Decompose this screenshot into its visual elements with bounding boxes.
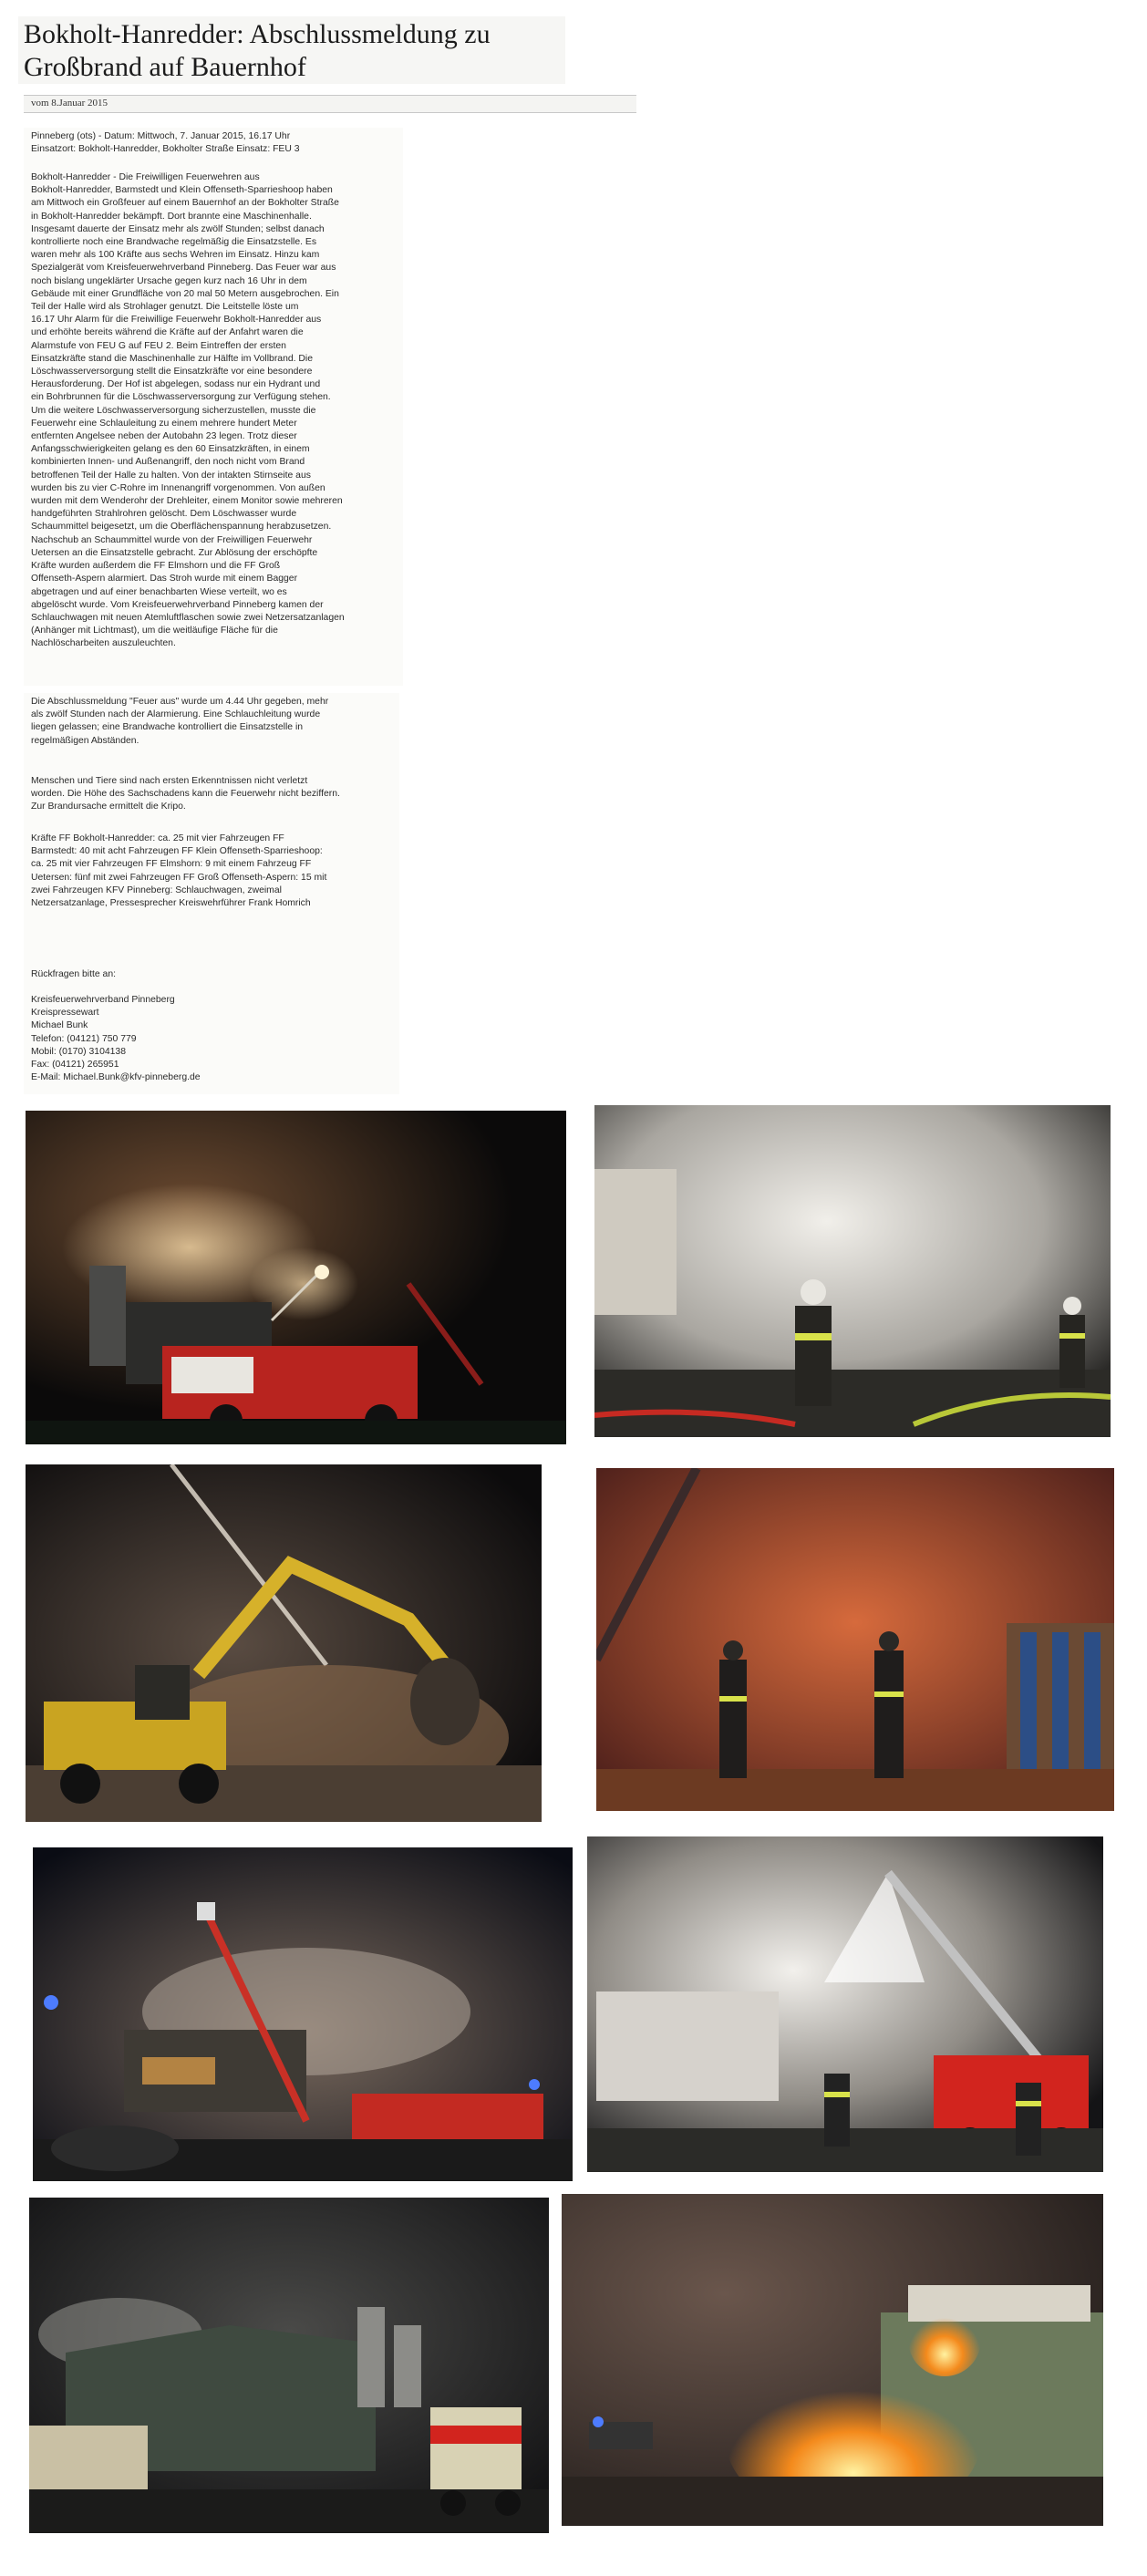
article-date: vom 8.Januar 2015 [31, 98, 108, 109]
fire-scene-photo-icon [26, 1464, 542, 1822]
fire-scene-photo-icon [594, 1105, 1111, 1437]
fire-scene-photo-icon [562, 2194, 1103, 2526]
photo-fire-truck-night [26, 1111, 566, 1444]
article-end-paragraph: Die Abschlussmeldung "Feuer aus" wurde um 4.44 Uhr gegeben, mehr als zwölf Stunden nach der Alarmierung. Eine Schlauchleitung wurde liegen gelassen; eine Brandwache kontrolliert die Einsatzstelle in regelmäßigen Abständen. [31, 697, 329, 746]
photo-barn-trucks [29, 2198, 549, 2533]
page-title: Bokholt-Hanredder: Abschlussmeldung zu Großbrand auf Bauernhof [24, 19, 491, 82]
article-main-paragraph: Bokholt-Hanredder - Die Freiwilligen Feuerwehren aus Bokholt-Hanredder, Barmstedt und Klein Offenseth-Sparrieshoop haben am Mittwoch ein Großfeuer auf einem Bauernhof an der Bokholter Straße in Bokholt-Hanredder bekämpft. Dort brannte eine Maschinenhalle. Insgesamt dauerte der Einsatz mehr als zwölf Stunden; selbst danach kontrollierte noch eine Brandwache regelmäßig die Einsatzstelle. Es waren mehr als 100 Kräfte aus sechs Wehren im Einsatz. Hinzu kam Spezialgerät vom Kreisfeuerwehrverband Pinneberg. Das Feuer war aus noch bislang ungeklärter Ursache gegen kurz nach 16 Uhr in dem Gebäude mit einer Grundfläche von 20 mal 50 Metern ausgebrochen. Ein Teil der Halle wird als Strohlager genutzt. Die Leitstelle löste um 16.17 Uhr Alarm für die Freiwillige Feuerwehr Bokholt-Hanredder aus und erhöhte bereits während die Kräfte auf der Anfahrt waren die Alarmstufe von FEU G auf FEU 2. Beim Eintreffen der ersten Einsatzkräfte stand die Maschinenhalle zur Hälfte im Vollbrand. Die Löschwasserversorgung stellt die Einsatzkräfte vor eine besondere Herausforderung. Der Hof ist abgelegen, sodass nur ein Hydrant und ein Bohrbrunnen für die Löschwasserversorgung zur Verfügung stehen. Um die weitere Löschwasserversorgung sicherzustellen, musste die Feuerwehr eine Schlauleitung zu einem mehrere hundert Meter entfernten Angelsee neben der Autobahn 23 legen. Trotz dieser Anfangsschwierigkeiten gelang es den 60 Einsatzkräften, in einem kombinierten Innen- und Außenangriff, den noch nicht vom Brand betroffenen Teil der Halle zu halten. Von der intakten Stirnseite aus wurden bis zu vier C-Rohre im Innenangriff vorgenommen. Von außen wurden mit dem Wenderohr der Drehleiter, einem Monitor sowie mehreren handgeführten Strahlrohren gelöscht. Dem Löschwasser wurde Schaummittel beigesetzt, um die Oberflächenspannung herabzusetzen. Nachschub an Schaummittel wurde von der Freiwilligen Feuerwehr Uetersen an die Einsatzstelle gebracht. Zur Ablösung der erschöpfte Kräfte wurden außerdem die FF Elmshorn und die FF Groß Offenseth-Aspern alarmiert. Das Stroh wurde mit einem Bagger abgetragen und auf einer benachbarten Wiese verteilt, wo es abgelöscht wurde. Vom Kreisfeuerwehrverband Pinneberg kamen der Schlauchwagen mit neuen Atemluftflaschen sowie zwei Netzersatzanlagen (Anhänger mit Lichtmast), um die weitläufige Fläche für die Nachlöscharbeiten auszuleuchten. [31, 172, 345, 649]
photo-firefighters-orange-glow [596, 1468, 1114, 1811]
contact-intro: Rückfragen bitte an: [31, 969, 116, 979]
article-intro: Pinneberg (ots) - Datum: Mittwoch, 7. Januar 2015, 16.17 Uhr Einsatzort: Bokholt-Hanredder, Bokholter Straße Einsatz: FEU 3 [31, 131, 300, 155]
fire-scene-photo-icon [26, 1111, 566, 1444]
fire-scene-photo-icon [587, 1836, 1103, 2172]
article-forces-paragraph: Kräfte FF Bokholt-Hanredder: ca. 25 mit vier Fahrzeugen FF Barmstedt: 40 mit acht Fahrzeugen FF Klein Offenseth-Sparrieshoop: ca. 25 mit vier Fahrzeugen FF Elmshorn: 9 mit einem Fahrzeug FF Uetersen: fünf mit zwei Fahrzeugen FF Groß Offenseth-Aspern: 15 mit zwei Fahrzeugen KFV Pinneberg: Schlauchwagen, zweimal Netzersatzanlage, Pressesprecher Kreiswehrführer Frank Homrich [31, 833, 327, 909]
photo-aerial-ladder-night [33, 1847, 573, 2181]
article-damage-paragraph: Menschen und Tiere sind nach ersten Erkenntnissen nicht verletzt worden. Die Höhe des Sachschadens kann die Feuerwehr nicht beziffern. Zur Brandursache ermittelt die Kripo. [31, 776, 340, 812]
photo-firefighters-smoke [594, 1105, 1111, 1437]
fire-scene-photo-icon [33, 1847, 573, 2181]
fire-scene-photo-icon [29, 2198, 549, 2533]
date-bar [24, 95, 636, 113]
contact-block: Kreisfeuerwehrverband Pinneberg Kreispressewart Michael Bunk Telefon: (04121) 750 779 Mobil: (0170) 3104138 Fax: (04121) 265951 E-Mail: Michael.Bunk@kfv-pinneberg.de [31, 995, 201, 1083]
photo-barn-flames [562, 2194, 1103, 2526]
photo-excavator-straw [26, 1464, 542, 1822]
photo-aerial-ladder-spray [587, 1836, 1103, 2172]
fire-scene-photo-icon [596, 1468, 1114, 1811]
